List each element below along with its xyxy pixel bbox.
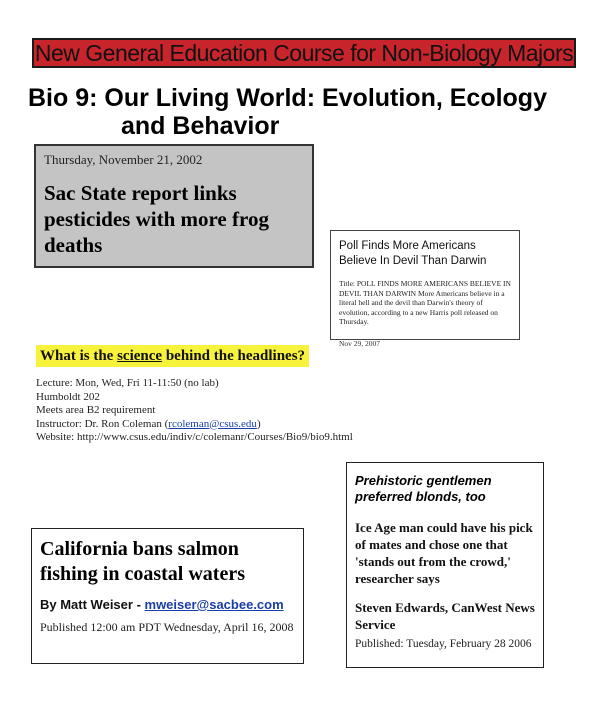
lecture-room: Humboldt 202 [36,390,100,403]
salmon-clipping-published: Published 12:00 am PDT Wednesday, April 16, 2008 [40,620,294,634]
salmon-news-clipping [31,528,304,664]
salmon-clipping-byline [40,597,295,612]
website-line: Website: http://www.csus.edu/indiv/c/colemanr/Courses/Bio9/bio9.html [36,431,353,443]
frog-clipping-headline: Sac State report links pesticides with more frog deaths [44,181,269,257]
prehistoric-clipping-author: Steven Edwards, CanWest News Service [355,600,535,632]
headline-question [36,345,309,367]
course-title [28,84,568,140]
frog-clipping-date: Thursday, November 21, 2002 [44,152,203,167]
salmon-clipping-headline: California bans salmon fishing in coastal waters [40,538,245,585]
question-text-end: behind the headlines? [162,348,306,364]
byline-email-link[interactable]: mweiser@sacbee.com [144,597,284,612]
poll-clipping-headline: Poll Finds More Americans Believe In Devil Than Darwin [339,240,487,267]
instructor-label: Instructor: Dr. Ron Coleman ( [36,417,169,430]
course-title-line-2: and Behavior [121,112,280,140]
frog-news-clipping [34,144,314,268]
prehistoric-clipping-published: Published: Tuesday, February 28 2006 [355,638,532,650]
prehistoric-clipping-subhead: Ice Age man could have his pick of mates and chose one that 'stands out from the crowd,' researcher says [355,520,533,586]
byline-author: By Matt Weiser - [40,597,145,612]
prehistoric-news-clipping [346,462,544,668]
poll-clipping-body: Title: POLL FINDS MORE AMERICANS BELIEVE IN DEVIL THAN DARWIN More Americans believe in a literal hell and the devil than Darwin's theory of evolution, according to a new Harris poll released on Thursday. [339,279,511,326]
course-title-line-1: Bio 9: Our Living World: Evolution, Ecology [28,84,547,112]
requirement-note: Meets area B2 requirement [36,404,156,416]
instructor-close: ) [256,417,261,430]
poll-news-clipping [330,230,520,348]
course-banner: New General Education Course for Non-Biology Majors [32,38,576,68]
instructor-email-link[interactable]: rcoleman@csus.edu [168,417,257,430]
instructor-line [36,418,456,432]
lecture-schedule: Lecture: Mon, Wed, Fri 11-11:50 (no lab) [36,377,219,389]
poll-clipping-date: Nov 29, 2007 [339,338,381,348]
question-text-start: What is the [40,348,118,364]
question-science-word: science [117,348,163,364]
course-info [36,377,456,445]
prehistoric-clipping-headline: Prehistoric gentlemen preferred blonds, too [355,473,492,504]
